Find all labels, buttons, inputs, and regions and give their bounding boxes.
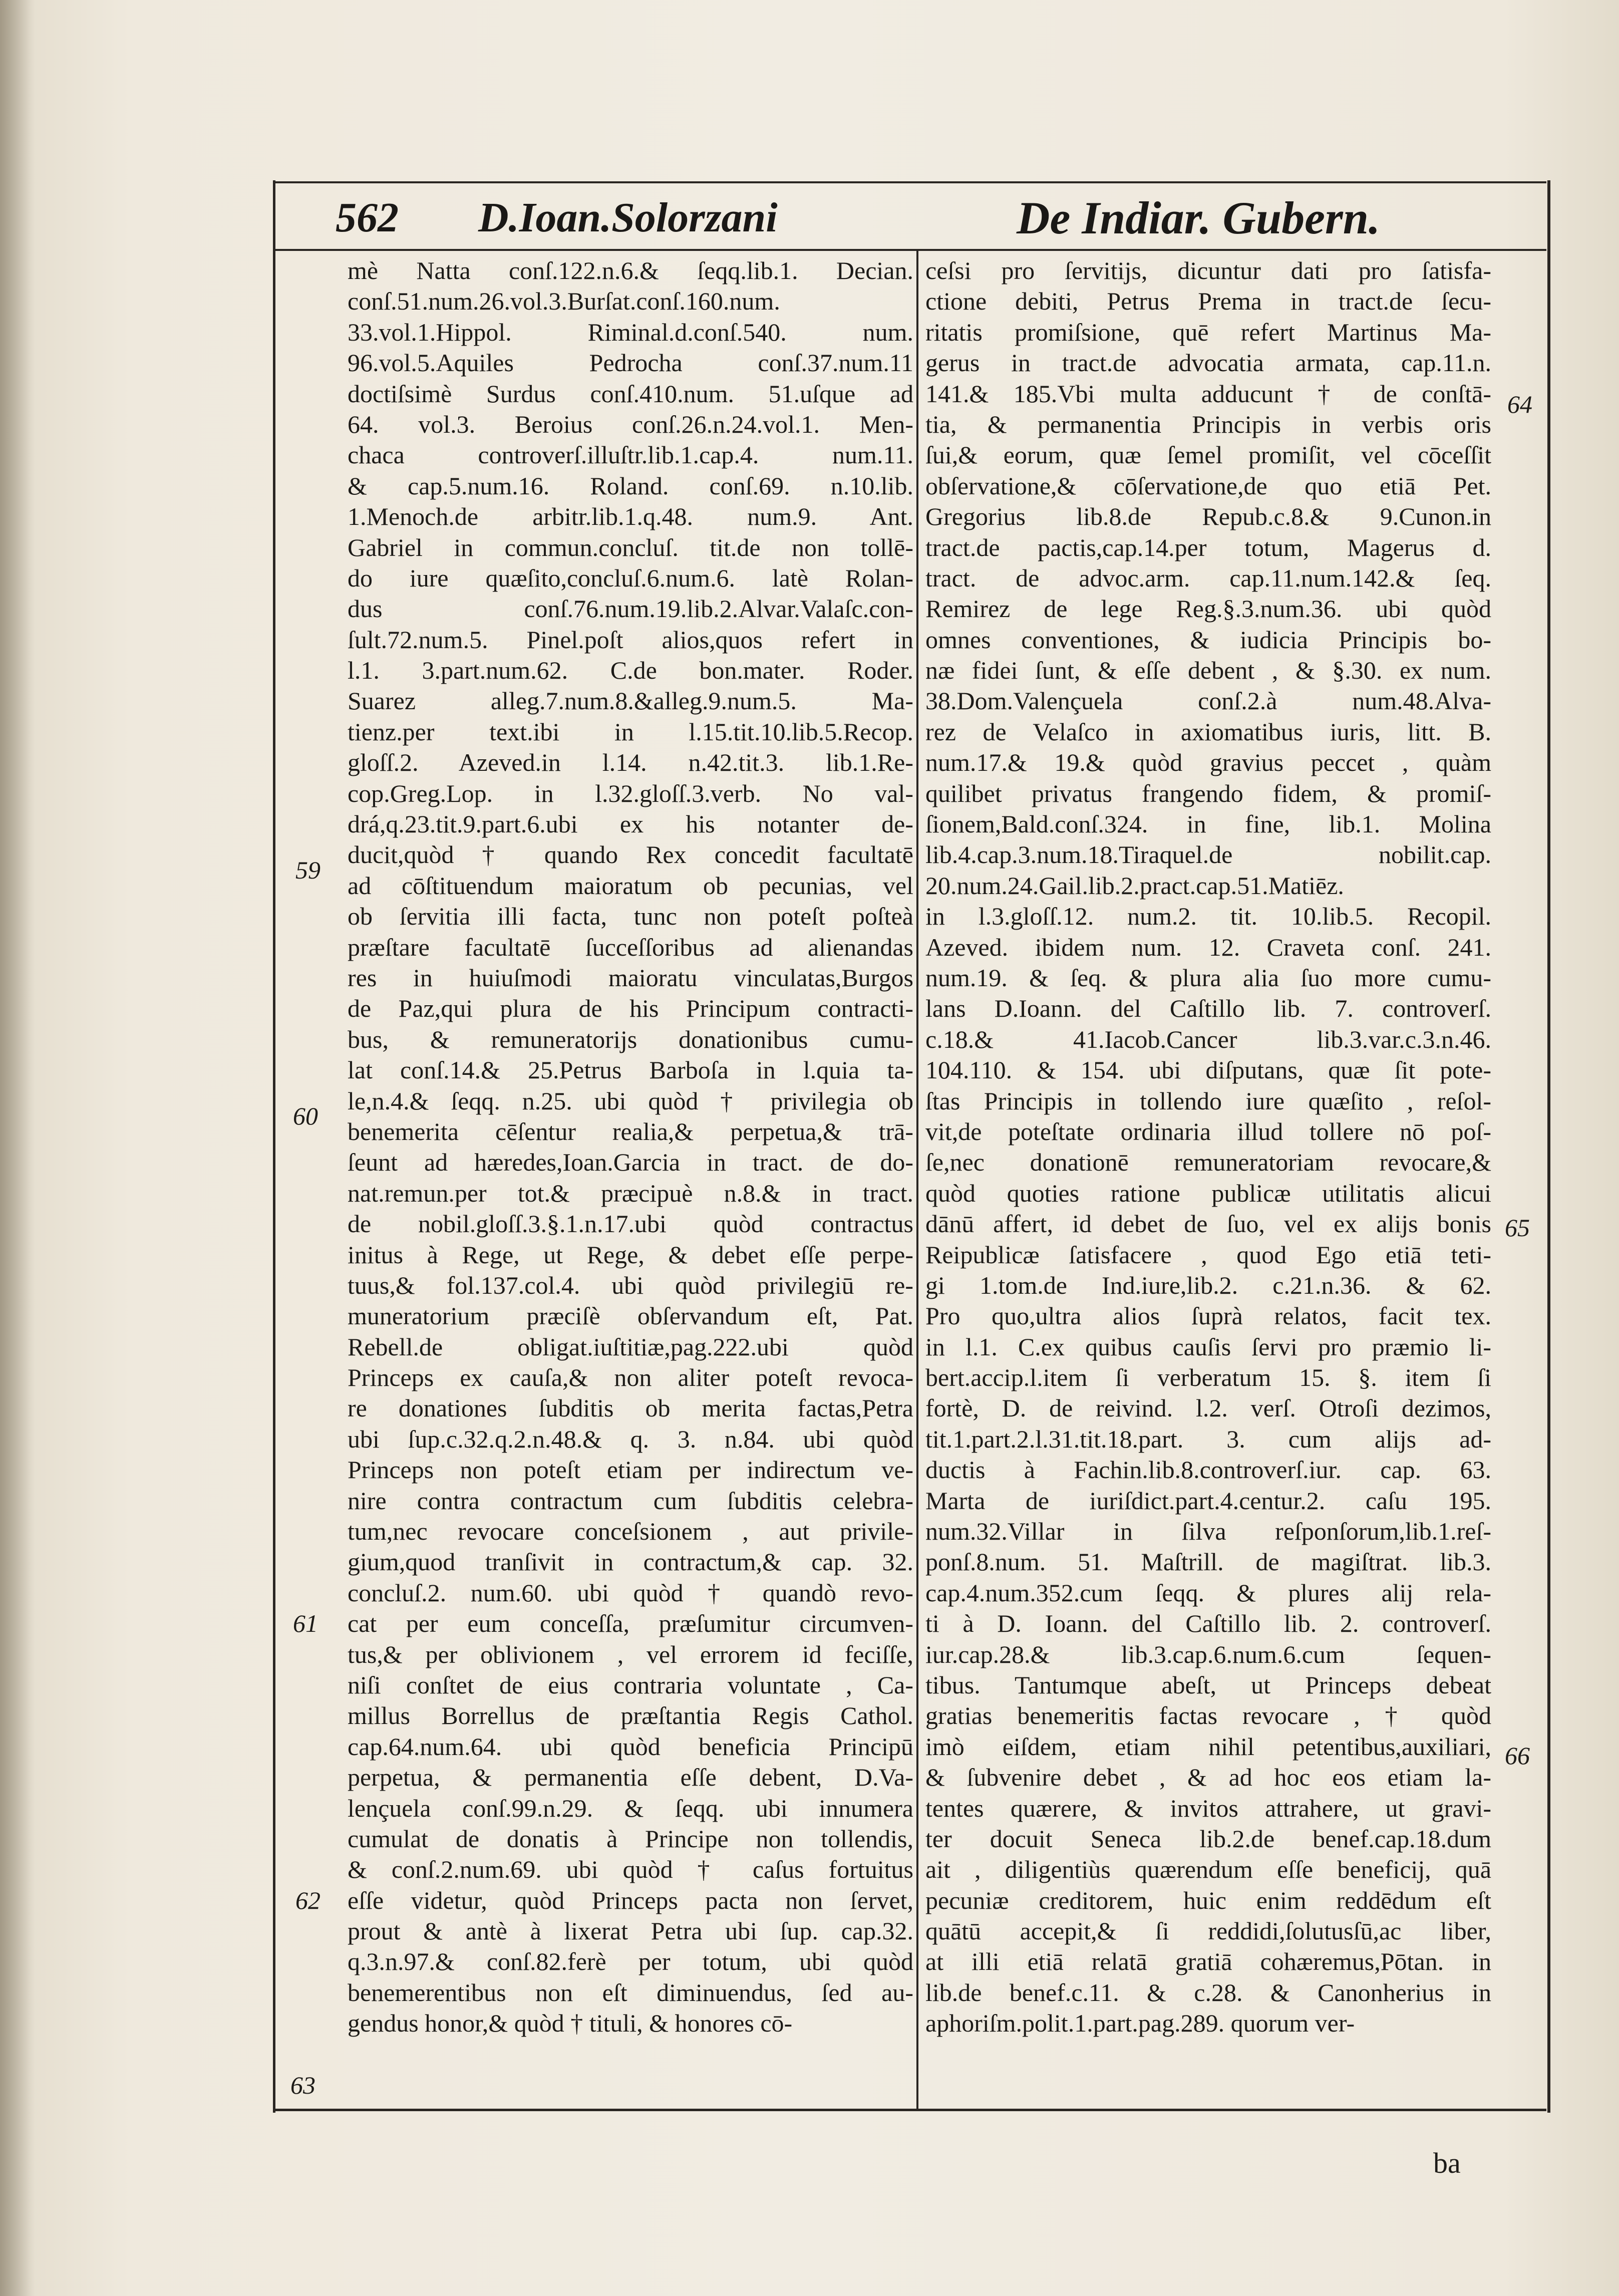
running-head-author: D.Ioan.Solorzani <box>478 194 778 241</box>
text-line: ad cōſtituendum maioratum ob pecunias, vel <box>348 871 913 900</box>
text-line: dānū affert, id debet de ſuo, vel ex alijs bonis <box>925 1210 1491 1238</box>
text-line: Rebell.de obligat.iuſtitiæ,pag.222.ubi quòd <box>348 1332 913 1361</box>
text-line: re donationes ſubditis ob merita factas,Petra <box>348 1394 913 1422</box>
text-line: num.19. & ſeq. & plura alia ſuo more cumu- <box>925 963 1491 992</box>
text-line: aphoriſm.polit.1.part.pag.289. quorum ver- <box>925 2009 1355 2038</box>
text-line: ubi ſup.c.32.q.2.n.48.& q. 3. n.84. ubi quòd <box>348 1424 913 1453</box>
margin-number: 60 <box>293 1102 318 1130</box>
text-line: chaca controverſ.illuſtr.lib.1.cap.4. num.11. <box>348 441 913 469</box>
text-line: pecuniæ creditorem, huic enim reddēdum eſt <box>925 1886 1491 1914</box>
text-line: mè Natta conſ.122.n.6.& ſeqq.lib.1. Decian. <box>348 256 913 284</box>
text-line: ducit,quòd † quando Rex concedit facultatē <box>348 840 913 869</box>
text-line: ait , diligentiùs quærendum eſſe beneficij, quā <box>925 1855 1491 1884</box>
margin-number: 61 <box>293 1609 318 1637</box>
text-line: le,n.4.& ſeqq. n.25. ubi quòd † privilegia ob <box>348 1086 913 1115</box>
text-line: lans D.Ioann. del Caſtillo lib. 7. controverſ. <box>925 994 1491 1023</box>
text-line: imò eiſdem, etiam nihil petentibus,auxiliari, <box>925 1732 1491 1761</box>
text-line: perpetua, & permanentia eſſe debent, D.Va- <box>348 1763 913 1792</box>
text-line: ob ſervitia illi facta, tunc non poteſt poſteà <box>348 902 913 931</box>
text-line: in l.3.gloſſ.12. num.2. tit. 10.lib.5. Recopil. <box>925 902 1491 931</box>
text-line: Princeps ex cauſa,& non aliter poteſt revoca- <box>348 1363 913 1392</box>
text-line: cop.Greg.Lop. in l.32.gloſſ.3.verb. No val- <box>348 779 913 807</box>
text-line: 20.num.24.Gail.lib.2.pract.cap.51.Matiēz. <box>925 871 1344 900</box>
top-rule <box>274 181 1546 183</box>
page-number: 562 <box>336 194 399 241</box>
text-line: num.32.Villar in ſilva reſponſorum,lib.1.reſ- <box>925 1517 1491 1546</box>
text-line: 1.Menoch.de arbitr.lib.1.q.48. num.9. Ant. <box>348 502 913 531</box>
text-line: gloſſ.2. Azeved.in l.14. n.42.tit.3. lib.1.Re- <box>348 748 913 777</box>
text-line: gium,quod tranſivit in contractum,& cap. 32. <box>348 1548 913 1576</box>
text-line: & ſubvenire debet , & ad hoc eos etiam la- <box>925 1763 1491 1792</box>
text-line: ti à D. Ioann. del Caſtillo lib. 2. controverſ. <box>925 1609 1491 1638</box>
text-line: ductis à Fachin.lib.8.controverſ.iur. cap. 63. <box>925 1456 1491 1484</box>
text-line: q.3.n.97.& conſ.82.ferè per totum, ubi quòd <box>348 1947 913 1976</box>
text-line: bert.accip.l.item ſi verberatum 15. §. item ſi <box>925 1363 1491 1392</box>
text-line: ceſsi pro ſervitijs, dicuntur dati pro ſatisfa- <box>925 256 1491 284</box>
text-line: tibus. Tantumque abeſt, ut Princeps debeat <box>925 1670 1491 1699</box>
text-line: nire contra contractum cum ſubditis celebra- <box>348 1486 913 1515</box>
text-line: tract. de advoc.arm. cap.11.num.142.& ſeq. <box>925 563 1491 592</box>
text-line: Suarez alleg.7.num.8.&alleg.9.num.5. Ma- <box>348 687 913 715</box>
text-line: c.18.& 41.Iacob.Cancer lib.3.var.c.3.n.46. <box>925 1025 1491 1053</box>
text-line: in l.1. C.ex quibus cauſis ſervi pro præmio li- <box>925 1332 1491 1361</box>
text-line: Gregorius lib.8.de Repub.c.8.& 9.Cunon.in <box>925 502 1491 531</box>
text-line: 96.vol.5.Aquiles Pedrocha conſ.37.num.11 <box>348 349 913 377</box>
margin-number: 66 <box>1505 1742 1530 1770</box>
text-line: at illi etiā relatā gratiā cohæremus,Pōtan. in <box>925 1947 1491 1976</box>
text-line: obſervatione,& cōſervatione,de quo etiā Pet. <box>925 471 1491 500</box>
text-line: ſult.72.num.5. Pinel.poſt alios,quos refert in <box>348 625 913 654</box>
margin-number: 62 <box>295 1886 320 1914</box>
running-head-title: De Indiar. Gubern. <box>1017 192 1380 243</box>
text-line: lat conſ.14.& 25.Petrus Barboſa in l.quia ta- <box>348 1056 913 1084</box>
margin-number: 59 <box>295 856 320 884</box>
text-line: initus à Rege, ut Rege, & debet eſſe perpe- <box>348 1240 913 1269</box>
text-line: benemerentibus non eſt diminuendus, ſed au- <box>348 1978 913 2006</box>
text-line: benemerita cēſentur realia,& perpetua,& trā- <box>348 1117 913 1145</box>
text-line: tienz.per text.ibi in l.15.tit.10.lib.5.Recop. <box>348 717 913 746</box>
text-line: tit.1.part.2.l.31.tit.18.part. 3. cum alijs ad- <box>925 1424 1491 1453</box>
text-line: lençuela conſ.99.n.29. & ſeqq. ubi innumera <box>348 1794 913 1822</box>
text-line: dus conſ.76.num.19.lib.2.Alvar.Valaſc.con- <box>348 595 913 623</box>
text-line: de Paz,qui plura de his Principum contracti- <box>348 994 913 1023</box>
text-line: res in huiuſmodi maioratu vinculatas,Burgos <box>348 963 913 992</box>
text-line: tia, & permanentia Principis in verbis oris <box>925 410 1491 438</box>
text-line: doctiſsimè Surdus conſ.410.num. 51.uſque ad <box>348 379 913 408</box>
text-line: gratias benemeritis factas revocare , † quòd <box>925 1701 1491 1730</box>
text-line: Pro quo,ultra alios ſuprà relatos, facit tex. <box>925 1302 1491 1330</box>
text-line: tus,& per oblivionem , vel errorem id feciſſe, <box>348 1640 913 1668</box>
text-line: lib.4.cap.3.num.18.Tiraquel.de nobilit.cap. <box>925 840 1491 869</box>
margin-number: 64 <box>1507 390 1532 418</box>
text-line: l.1. 3.part.num.62. C.de bon.mater. Roder. <box>348 656 913 685</box>
text-line: rez de Velaſco in axiomatibus iuris, litt. B. <box>925 717 1491 746</box>
text-line: quòd quoties ratione publicæ utilitatis alicui <box>925 1179 1491 1207</box>
text-line: cumulat de donatis à Principe non tollendis, <box>348 1824 913 1853</box>
text-line: cat per eum conceſſa, præſumitur circumven- <box>348 1609 913 1638</box>
text-line: cap.4.num.352.cum ſeqq. & plures alij rela- <box>925 1578 1491 1607</box>
text-line: tentes quærere, & invitos attrahere, ut gravi- <box>925 1794 1491 1822</box>
text-line: gi 1.tom.de Ind.iure,lib.2. c.21.n.36. & 62. <box>925 1271 1491 1299</box>
text-line: conſ.51.num.26.vol.3.Burſat.conſ.160.num. <box>348 287 780 316</box>
text-line: quātū accepit,& ſi reddidi,ſolutusſū,ac liber, <box>925 1917 1491 1945</box>
text-line: præſtare facultatē ſucceſſoribus ad alienandas <box>348 933 913 961</box>
text-line: iur.cap.28.& lib.3.cap.6.num.6.cum ſequen- <box>925 1640 1491 1668</box>
text-line: nat.remun.per tot.& præcipuè n.8.& in tract. <box>348 1179 913 1207</box>
text-line: 141.& 185.Vbi multa adducunt † de conſtā- <box>925 379 1491 408</box>
text-line: do iure quæſito,concluſ.6.num.6. latè Rolan- <box>348 563 913 592</box>
text-line: ſeunt ad hæredes,Ioan.Garcia in tract. de do- <box>348 1148 913 1177</box>
text-line: & cap.5.num.16. Roland. conſ.69. n.10.lib. <box>348 471 913 500</box>
text-line: Gabriel in commun.concluſ. tit.de non tollē- <box>348 533 913 561</box>
gutter-shadow <box>0 0 35 2296</box>
text-line: quilibet privatus frangendo fidem, & promiſ- <box>925 779 1491 807</box>
text-line: ctione debiti, Petrus Prema in tract.de ſecu- <box>925 287 1491 316</box>
text-line: Marta de iuriſdict.part.4.centur.2. caſu 195. <box>925 1486 1491 1515</box>
column-separator <box>916 250 918 2109</box>
text-line: ſe,nec donationē remuneratoriam revocare,& <box>925 1148 1491 1177</box>
text-line: niſi conſtet de eius contraria voluntate , Ca- <box>348 1670 913 1699</box>
text-line: eſſe videtur, quòd Princeps pacta non ſervet, <box>348 1886 913 1914</box>
text-line: num.17.& 19.& quòd gravius peccet , quàm <box>925 748 1491 777</box>
text-line: tuus,& fol.137.col.4. ubi quòd privilegiū re- <box>348 1271 913 1299</box>
text-line: gendus honor,& quòd † tituli, & honores cō- <box>348 2009 793 2038</box>
text-line: de nobil.gloſſ.3.§.1.n.17.ubi quòd contractus <box>348 1210 913 1238</box>
text-line: tum,nec revocare conceſsionem , aut privile- <box>348 1517 913 1546</box>
text-line: 104.110. & 154. ubi diſputans, quæ ſit pote- <box>925 1056 1491 1084</box>
text-line: bus, & remuneratorijs donationibus cumu- <box>348 1025 913 1053</box>
text-line: Reipublicæ ſatisfacere , quod Ego etiā teti- <box>925 1240 1491 1269</box>
text-line: ſionem,Bald.conſ.324. in fine, lib.1. Molina <box>925 810 1491 838</box>
text-line: vit,de poteſtate ordinaria illud tollere nō poſ- <box>925 1117 1491 1145</box>
catchword: ba <box>1433 2147 1461 2179</box>
text-line: millus Borrellus de præſtantia Regis Cathol. <box>348 1701 913 1730</box>
bottom-rule <box>274 2109 1546 2111</box>
right-column <box>925 255 1491 2039</box>
text-line: ſui,& eorum, quæ ſemel promiſit, vel cōceſſit <box>925 441 1491 469</box>
text-line: gerus in tract.de advocatia armata, cap.11.n. <box>925 349 1491 377</box>
text-line: Remirez de lege Reg.§.3.num.36. ubi quòd <box>925 595 1491 623</box>
margin-number: 65 <box>1505 1214 1530 1242</box>
left-column <box>348 255 913 2039</box>
text-line: tract.de pactis,cap.14.per totum, Magerus d. <box>925 533 1491 561</box>
text-line: 33.vol.1.Hippol. Riminal.d.conſ.540. num. <box>348 318 913 346</box>
text-line: ter docuit Seneca lib.2.de benef.cap.18.dum <box>925 1824 1491 1853</box>
text-line: 64. vol.3. Beroius conſ.26.n.24.vol.1. Men- <box>348 410 913 438</box>
margin-number: 63 <box>290 2071 315 2099</box>
text-line: 38.Dom.Valençuela conſ.2.à num.48.Alva- <box>925 687 1491 715</box>
text-line: omnes conventiones, & iudicia Principis bo- <box>925 625 1491 654</box>
text-line: lib.de benef.c.11. & c.28. & Canonherius in <box>925 1978 1491 2006</box>
text-line: concluſ.2. num.60. ubi quòd † quandò revo- <box>348 1578 913 1607</box>
text-line: drá,q.23.tit.9.part.6.ubi ex his notanter de- <box>348 810 913 838</box>
text-line: fortè, D. de reivind. l.2. verſ. Otroſi dezimos, <box>925 1394 1491 1422</box>
text-line: Princeps non poteſt etiam per indirectum ve- <box>348 1456 913 1484</box>
text-line: muneratorium præciſè obſervandum eſt, Pat. <box>348 1302 913 1330</box>
text-line: prout & antè à lixerat Petra ubi ſup. cap.32. <box>348 1917 913 1945</box>
text-line: næ fidei ſunt, & eſſe debent , & §.30. ex num. <box>925 656 1491 685</box>
text-line: Azeved. ibidem num. 12. Craveta conſ. 241. <box>925 933 1491 961</box>
text-line: cap.64.num.64. ubi quòd beneficia Principū <box>348 1732 913 1761</box>
header-rule <box>274 249 1546 251</box>
text-line: ritatis promiſsione, quē refert Martinus Ma- <box>925 318 1491 346</box>
text-line: ponſ.8.num. 51. Maſtrill. de magiſtrat. lib.3. <box>925 1548 1491 1576</box>
text-line: & conſ.2.num.69. ubi quòd † caſus fortuitus <box>348 1855 913 1884</box>
text-line: ſtas Principis in tollendo iure quæſito , reſol- <box>925 1086 1491 1115</box>
